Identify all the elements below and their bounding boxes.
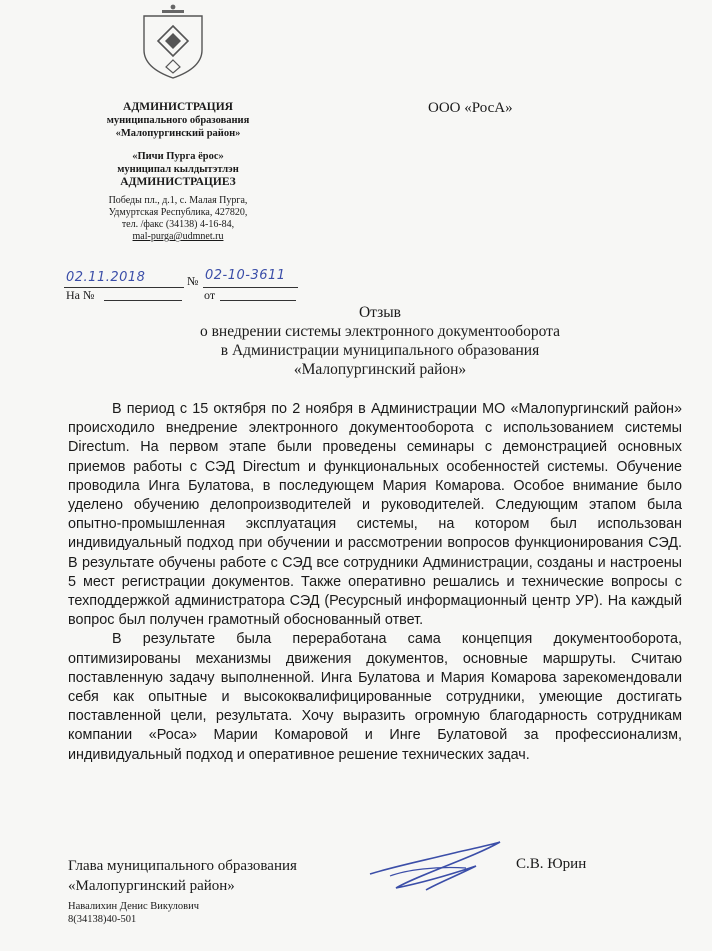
executor-name: Навалихин Денис Викулович: [68, 901, 199, 912]
org-name-line3: «Малопургинский район»: [115, 128, 241, 139]
body-paragraph-1: В период с 15 октября по 2 ноября в Администрации МО «Малопургинский район» происходило внедрение электронного документооборота с использованием системы Directum. На первом этапе были проведены семинары с демонстрацией основных приемов работы с СЭД Directum и функциональных особенностей системы. Обучение проводила Инга Булатова, в последующем Мария Комарова. Особое внимание было уделено обучению делопроизводителей и руководителей. Следующим этапом была опытно-промышленная эксплуатация системы, на котором был использован индивидуальный подход при обучении и рассмотрении вопросов функционирования СЭД. В результате обучены работе с СЭД все сотрудники Администрации, созданы и настроены 5 мест регистрации документов. Также оперативно решались и технические вопросы с техподдержкой администратора СЭД (Ресурсный информационный центр УР). На каждый вопрос был получен грамотный обоснованный ответ.: [68, 401, 682, 629]
executor-phone: 8(34138)40-501: [68, 914, 137, 925]
org-name-udm-line1: «Пичи Пурга ёрос»: [132, 151, 224, 162]
handwritten-signature: [366, 836, 506, 896]
number-underline: [203, 287, 298, 288]
executor-info: [68, 900, 199, 926]
coat-of-arms-emblem: [136, 2, 210, 82]
doc-title: Отзыв: [358, 304, 401, 321]
signatory-position: [68, 856, 297, 896]
org-name-udm-line2: муниципал кылдытэтлэн: [117, 164, 239, 175]
doc-subtitle-line1: о внедрении системы электронного документооборота: [199, 323, 561, 340]
reply-number-underline: [104, 300, 182, 301]
doc-subtitle-line3: «Малопургинский район»: [293, 361, 467, 378]
handwritten-number: 02-10-3611: [205, 268, 286, 283]
addressee: ООО «РосА»: [428, 100, 513, 116]
number-sign: №: [187, 274, 199, 288]
from-label: от: [204, 288, 216, 302]
handwritten-date: 02.11.2018: [66, 270, 146, 285]
organization-header: [78, 101, 278, 243]
signatory-position-line1: Глава муниципального образования: [68, 858, 297, 874]
body-paragraph-2: В результате была переработана сама концепция документооборота, оптимизированы механизмы движения документов, основные маршруты. Считаю поставленную задачу выполненной. Инга Булатова и Мария Комарова зарекомендовали себя как опытные и высококвалифицированные сотрудники, умеющие достигать поставленной цели, результата. Хочу выразить огромную благодарность сотрудникам компании «Роса» Марии Комаровой и Инге Булатовой за профессионализм, индивидуальный подход и оперативное решение технических задач.: [68, 631, 682, 763]
org-email-link[interactable]: mal-purga@udmnet.ru: [132, 231, 224, 242]
doc-subtitle-line2: в Администрации муниципального образования: [220, 342, 540, 359]
signatory-position-line2: «Малопургинский район»: [68, 878, 235, 894]
reply-to-label: На №: [66, 288, 95, 302]
org-address-line1: Победы пл., д.1, с. Малая Пурга,: [108, 195, 248, 206]
org-phone: тел. /факс (34138) 4-16-84,: [121, 219, 235, 230]
signatory-name: С.В. Юрин: [516, 856, 587, 872]
from-date-underline: [220, 300, 296, 301]
org-name-udm-line3: АДМИНИСТРАЦИЕЗ: [120, 176, 236, 188]
org-name-line1: АДМИНИСТРАЦИЯ: [123, 101, 233, 113]
org-name-line2: муниципального образования: [106, 115, 250, 126]
org-address-line2: Удмуртская Республика, 427820,: [108, 207, 248, 218]
letter-body: [68, 400, 682, 765]
